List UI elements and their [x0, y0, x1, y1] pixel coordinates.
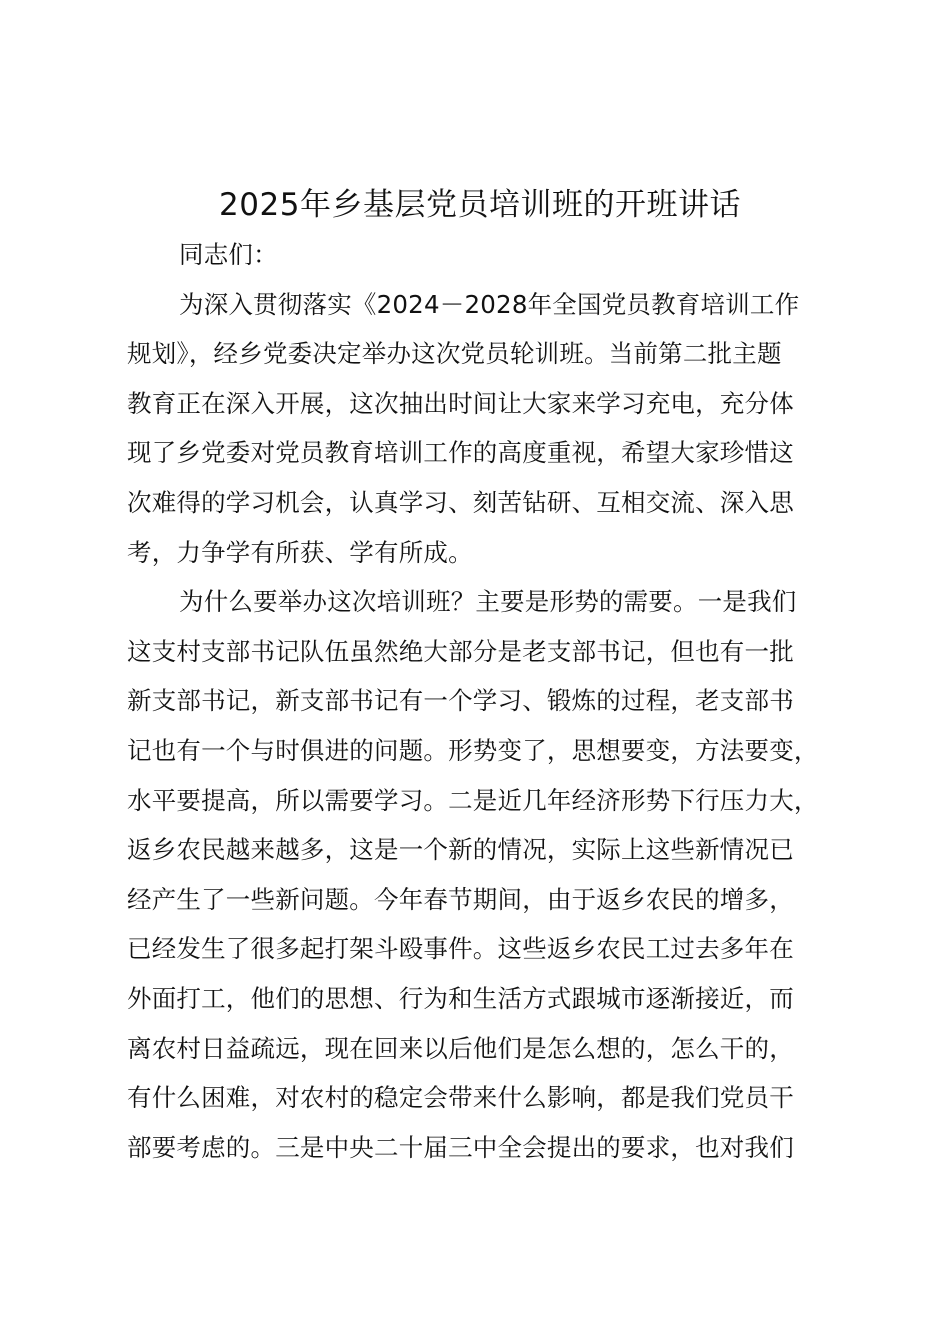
paragraph-2 — [127, 577, 851, 1172]
paragraph-line: 规划》，经乡党委决定举办这次党员轮训班。当前第二批主题 — [127, 339, 782, 369]
paragraph-line: 这支村支部书记队伍虽然绝大部分是老支部书记，但也有一批 — [127, 636, 794, 666]
paragraph-line: 记也有一个与时俱进的问题。形势变了，思想要变，方法要变， — [127, 735, 819, 765]
paragraph-line: 教育正在深入开展，这次抽出时间让大家来学习充电，充分体 — [127, 388, 794, 418]
paragraph-line: 次难得的学习机会，认真学习、刻苦钻研、互相交流、深入思 — [127, 487, 794, 517]
paragraph-line: 已经发生了很多起打架斗殴事件。这些返乡农民工过去多年在 — [127, 934, 794, 964]
paragraph-line: 新支部书记，新支部书记有一个学习、锻炼的过程，老支部书 — [127, 686, 794, 716]
paragraph-line: 部要考虑的。三是中央二十届三中全会提出的要求，也对我们 — [127, 1132, 794, 1162]
paragraph-line: 现了乡党委对党员教育培训工作的高度重视，希望大家珍惜这 — [127, 438, 794, 468]
salutation: 同志们： — [179, 240, 278, 269]
document-body — [127, 230, 851, 1172]
paragraph-line: 外面打工，他们的思想、行为和生活方式跟城市逐渐接近，而 — [127, 983, 794, 1013]
paragraph-line: 返乡农民越来越多，这是一个新的情况，实际上这些新情况已 — [127, 835, 794, 865]
paragraph-line: 考，力争学有所获、学有所成。 — [127, 537, 473, 567]
paragraph-line: 为深入贯彻落实《2024－2028年全国党员教育培训工作 — [179, 289, 800, 319]
paragraph-line: 经产生了一些新问题。今年春节期间，由于返乡农民的增多， — [127, 884, 794, 914]
paragraph-line: 有什么困难，对农村的稳定会带来什么影响，都是我们党员干 — [127, 1083, 794, 1113]
paragraph-line: 为什么要举办这次培训班？主要是形势的需要。一是我们 — [179, 587, 797, 617]
document-title: 2025年乡基层党员培训班的开班讲话 — [219, 187, 741, 223]
paragraph-line: 离农村日益疏远，现在回来以后他们是怎么想的，怎么干的， — [127, 1033, 794, 1063]
paragraph-line: 水平要提高，所以需要学习。二是近几年经济形势下行压力大， — [127, 785, 819, 815]
paragraph-1 — [127, 280, 851, 578]
